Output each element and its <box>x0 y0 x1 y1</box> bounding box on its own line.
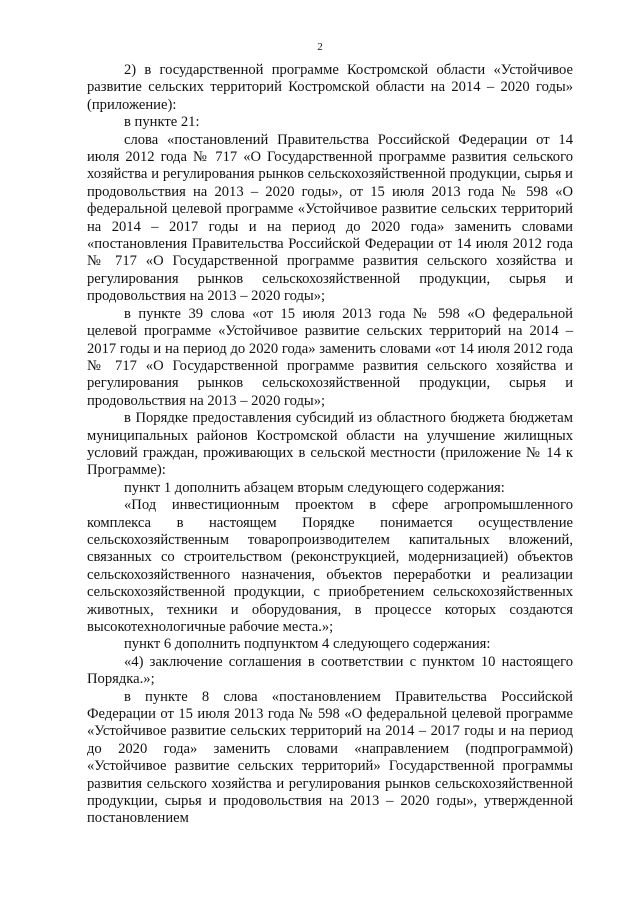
paragraph-item-39: в пункте 39 слова «от 15 июля 2013 года № 598 «О федеральной целевой программе «Устойчивое развитие сельских территорий на 2014 – 2017 годы и на период до 2020 года» заменить словами «от 14 июля 2012 года № 717 «О Государственной программе развития сельского хозяйства и регулирования рынков сельскохозяйственной продукции, сырья и продовольствия на 2013 – 2020 годы»; <box>87 305 573 409</box>
paragraph-item-8: в пункте 8 слова «постановлением Правительства Российской Федерации от 15 июля 2013 года № 598 «О федеральной целевой программе «Устойчивое развитие сельских территорий на 2014 – 2017 годы и на период до 2020 года» заменить словами «направлением (подпрограммой) «Устойчивое развитие сельских территорий» Государственной программы развития сельского хозяйства и регулирования рынков сельскохозяйственной продукции, сырья и продовольствия на 2013 – 2020 годы», утвержденной постановлением <box>87 688 573 827</box>
paragraph-investment-project-definition: «Под инвестиционным проектом в сфере агропромышленного комплекса в настоящем Порядке понимается осуществление сельскохозяйственным товаропроизводителем капитальных вложений, связанных со строительством (реконструкцией, модернизацией) объектов сельскохозяйственного назначения, объектов переработки и реализации сельскохозяйственной продукции, с приобретением сельскохозяйственных животных, техники и оборудования, в процессе которых создаются высокотехнологичные рабочие места.»; <box>87 497 573 635</box>
paragraph-subitem-4: «4) заключение соглашения в соответствии с пунктом 10 настоящего Порядка.»; <box>87 653 573 688</box>
paragraph-item-21: в пункте 21: <box>124 114 200 131</box>
paragraph-item-1-addition: пункт 1 дополнить абзацем вторым следующего содержания: <box>124 479 505 496</box>
paragraph-program-amendment: 2) в государственной программе Костромской области «Устойчивое развитие сельских территорий Костромской области на 2014 – 2020 годы» (приложение): <box>87 62 573 113</box>
page-number: 2 <box>317 41 323 53</box>
paragraph-item-21-words: слова «постановлений Правительства Российской Федерации от 14 июля 2012 года № 717 «О Государственной программе развития сельского хозяйства и регулирования рынков сельскохозяйственной продукции, сырья и продовольствия на 2013 – 2020 годы», от 15 июля 2013 года № 598 «О федеральной целевой программе «Устойчивое развитие сельских территорий на 2014 – 2017 годы и на период до 2020 года» заменить словами «постановления Правительства Российской Федерации от 14 июля 2012 года № 717 «О Государственной программе развития сельского хозяйства и регулирования рынков сельскохозяйственной продукции, сырья и продовольствия на 2013 – 2020 годы»; <box>87 131 573 305</box>
document-body <box>87 62 573 828</box>
paragraph-subsidy-procedure: в Порядке предоставления субсидий из областного бюджета бюджетам муниципальных районов Костромской области на улучшение жилищных условий граждан, проживающих в сельской местности (приложение № 14 к Программе): <box>87 410 573 479</box>
paragraph-item-6-addition: пункт 6 дополнить подпунктом 4 следующего содержания: <box>124 636 491 653</box>
